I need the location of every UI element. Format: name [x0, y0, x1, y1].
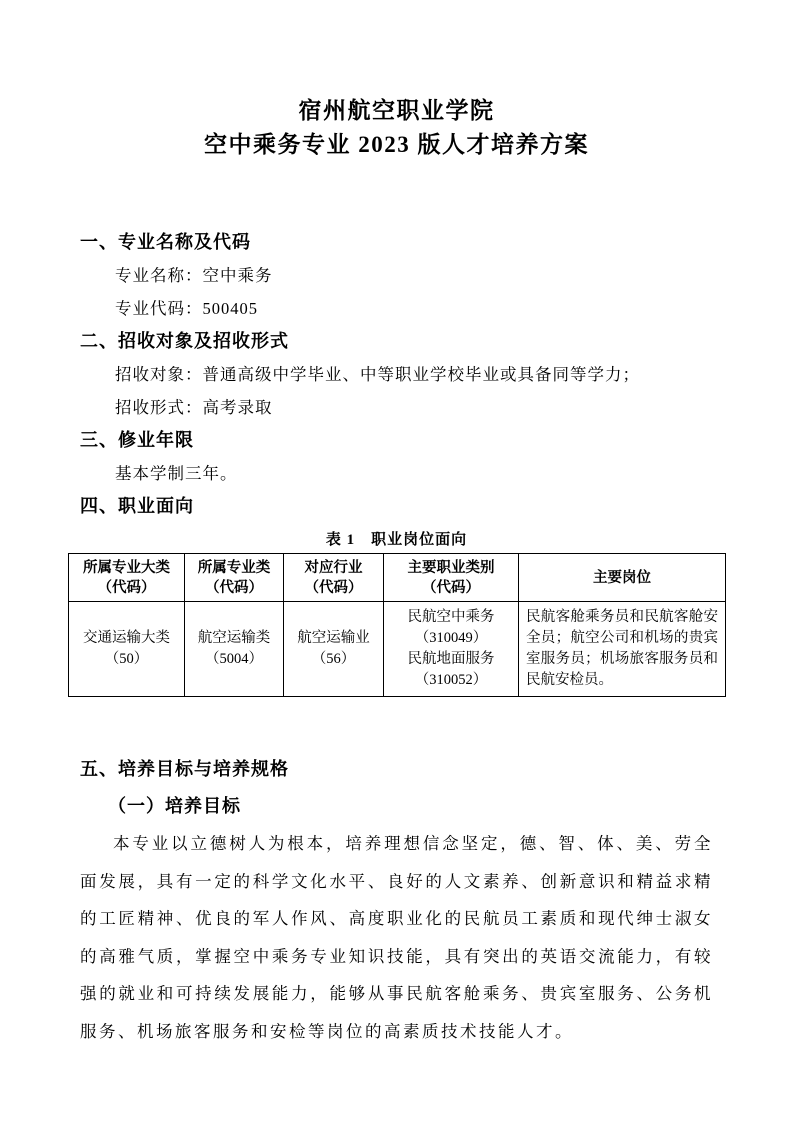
section-heading-4: 四、职业面向 [80, 496, 194, 516]
cell-major-category [185, 602, 284, 697]
th-industry [284, 554, 384, 602]
th-major-big-category [69, 554, 185, 602]
cell-line: 民航空中乘务 [407, 609, 495, 625]
cell-line: 所属专业大类 [83, 559, 170, 576]
section3-line-duration: 基本学制三年。 [115, 464, 238, 483]
cell-line: （代码） [97, 579, 156, 596]
table-row [69, 602, 726, 697]
cell-main-posts [519, 602, 726, 697]
cell-line: 主要岗位 [593, 569, 651, 586]
cell-line: 主要职业类别 [407, 559, 495, 576]
section-heading-3: 三、修业年限 [80, 430, 194, 450]
section-5 [80, 751, 713, 1050]
cell-line: （50） [104, 651, 149, 667]
table-caption: 表 1 职业岗位面向 [325, 532, 468, 548]
cell-text: 民航客舱乘务员和民航客舱安全员；航空公司和机场的贵宾室服务员；机场旅客服务员和民航安检员。 [526, 609, 718, 688]
job-orientation-table-wrap [68, 553, 725, 697]
section1-line-major-code: 专业代码：500405 [115, 299, 258, 318]
cell-line: （56） [311, 651, 356, 667]
cell-line: 交通运输大类 [83, 630, 170, 646]
cell-line: （310052） [414, 672, 488, 688]
cell-line: 航空运输类 [197, 630, 271, 646]
section-heading-2: 二、招收对象及招收形式 [80, 331, 289, 351]
cell-line: （代码） [205, 579, 263, 596]
cell-industry [284, 602, 384, 697]
cell-occupation-category [384, 602, 519, 697]
training-goal-paragraph: 本专业以立德树人为根本，培养理想信念坚定，德、智、体、美、劳全面发展，具有一定的科学文化水平、良好的人文素养、创新意识和精益求精的工匠精神、优良的军人作风、高度职业化的民航员工素质和现代绅士淑女的高雅气质，掌握空中乘务专业知识技能，具有突出的英语交流能力，有较强的就业和可持续发展能力，能够从事民航客舱乘务、贵宾室服务、公务机服务、机场旅客服务和安检等岗位的高素质技术技能人才。 [80, 834, 713, 1041]
section-heading-1: 一、专业名称及代码 [80, 232, 251, 252]
th-occupation-category [384, 554, 519, 602]
section5-subheading-training-goal: （一）培养目标 [108, 796, 241, 816]
section2-line-enroll-form: 招收形式：高考录取 [115, 398, 273, 417]
th-major-category [185, 554, 284, 602]
doc-title-line1: 宿州航空职业学院 [298, 98, 495, 123]
cell-line: （310049） [414, 630, 488, 646]
cell-line: （代码） [304, 579, 363, 596]
cell-line: 对应行业 [304, 559, 363, 576]
cell-line: 民航地面服务 [407, 651, 495, 667]
cell-line: 航空运输业 [297, 630, 370, 646]
section1-line-major-name: 专业名称：空中乘务 [115, 266, 273, 285]
cell-line: （代码） [422, 579, 480, 596]
section2-line-enroll-target: 招收对象：普通高级中学毕业、中等职业学校毕业或具备同等学力； [115, 365, 640, 384]
document-body [80, 226, 718, 1050]
doc-title-line2: 空中乘务专业 2023 版人才培养方案 [204, 132, 589, 157]
table-header-row [69, 554, 726, 602]
section-heading-5: 五、培养目标与培养规格 [80, 759, 289, 779]
th-main-posts [519, 554, 726, 602]
cell-line: （5004） [205, 651, 263, 667]
job-orientation-table [68, 553, 726, 697]
doc-title [80, 0, 713, 162]
cell-line: 所属专业类 [197, 559, 271, 576]
cell-major-big-category [69, 602, 185, 697]
